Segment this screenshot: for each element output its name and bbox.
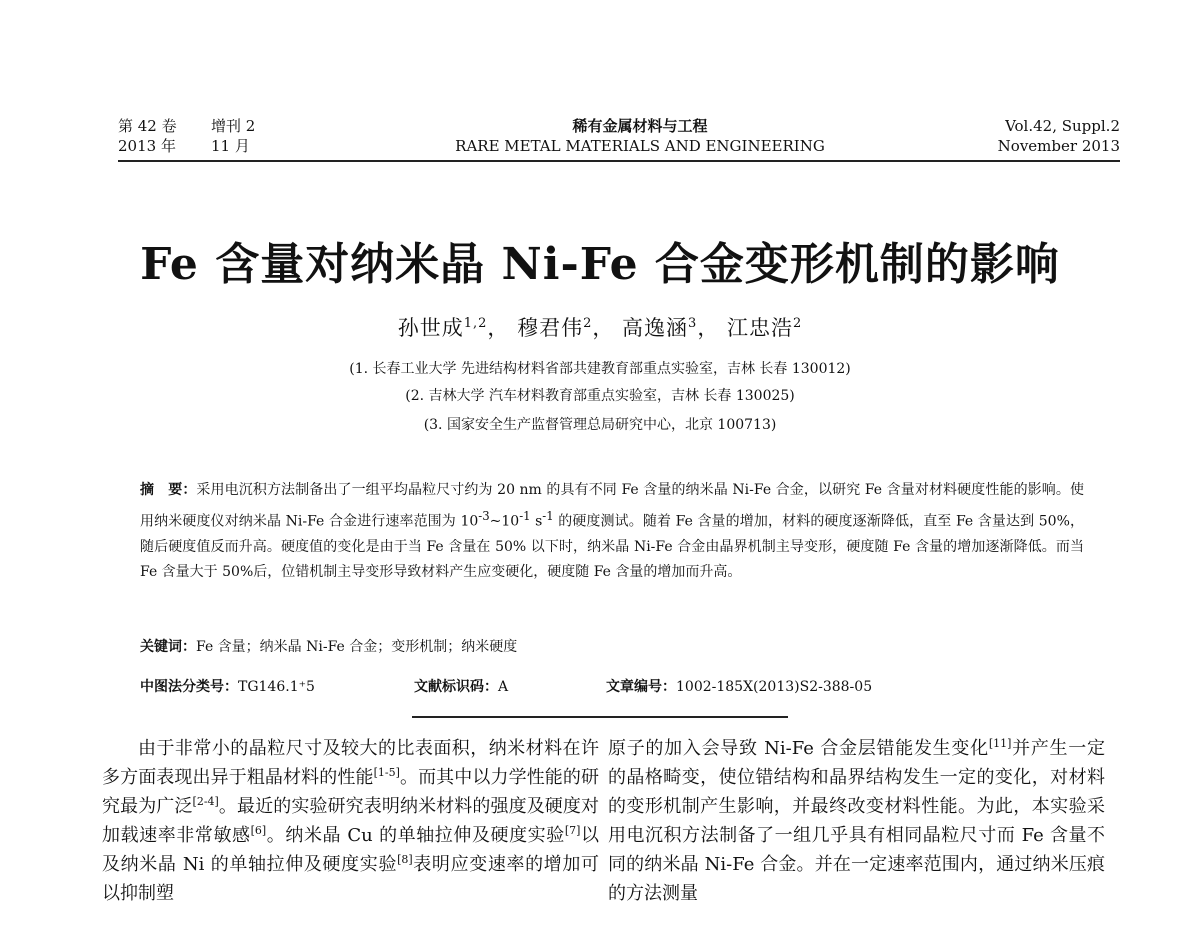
body-paragraph: [608, 734, 1105, 908]
paper-title: Fe 含量对纳米晶 Ni-Fe 合金变形机制的影响: [140, 239, 1060, 290]
author-affil-mark: 3: [688, 316, 698, 331]
body-text: 以及纳米晶 Ni 的单轴拉伸及硬度实验: [102, 825, 600, 875]
header-month: 11 月: [211, 137, 250, 155]
journal-title-cn: 稀有金属材料与工程: [572, 117, 708, 135]
citation: [2-4]: [192, 795, 219, 808]
affiliation-2: (2. 吉林大学 汽车材料教育部重点实验室，吉林 长春 130025): [405, 388, 795, 404]
body-text: 。最近的实验研究表明纳米材料的强度及硬度对加载速率非常敏感: [102, 796, 600, 846]
author-affil-mark: 1,2: [463, 316, 488, 331]
author-name: 孙世成: [397, 316, 464, 340]
header-journal-block: [400, 116, 880, 156]
abstract-text: ~10: [489, 513, 520, 530]
header-year: 2013 年: [118, 137, 176, 155]
body-text: 由于非常小的晶粒尺寸及较大的比表面积，纳米材料在许多方面表现出异于粗晶材料的性能: [102, 738, 599, 788]
author-list: [0, 312, 1200, 342]
journal-title-en: RARE METAL MATERIALS AND ENGINEERING: [455, 137, 825, 155]
header-date-en: November 2013: [997, 137, 1120, 155]
citation: [8]: [397, 853, 413, 866]
author-name: 高逸涵: [622, 316, 689, 340]
citation: [6]: [250, 824, 267, 837]
body-paragraph: [102, 734, 599, 908]
author-separator: ，: [697, 316, 720, 340]
header-vol-en: Vol.42, Suppl.2: [1005, 117, 1120, 135]
abstract-text: 的硬度测试。随着 Fe 含量的增加，材料的硬度逐渐降低，直至 Fe 含量达到 50%，随后硬度值反而升高。硬度值的变化是由于当 Fe 含量在 50% 以下时，纳米晶 Ni-Fe 合金由晶界机制主导变形，硬度随 Fe 含量的增加逐渐降低。而当 Fe 含量大于 50%后，位错机制主导变形导致材料产生应变硬化，硬度随 Fe 含量的增加而升高。: [140, 513, 1084, 581]
keywords-label: 关键词：: [140, 639, 196, 655]
article-number-label: 文章编号：: [606, 679, 676, 695]
clc-value: TG146.1⁺5: [238, 679, 315, 695]
doc-code-value: A: [498, 679, 509, 695]
clc-number: [140, 676, 315, 696]
author-affil-mark: 2: [793, 316, 803, 331]
author-separator: ，: [592, 316, 615, 340]
affiliation-3: (3. 国家安全生产监督管理总局研究中心，北京 100713): [423, 417, 777, 433]
body-text: 表明应变速率的增加可以抑制塑: [102, 854, 599, 904]
author-name: 江忠浩: [727, 316, 794, 340]
body-text: 。而其中以力学性能的研究最为广泛: [102, 767, 600, 817]
abstract-text: 采用电沉积方法制备出了一组平均晶粒尺寸约为 20 nm 的具有不同 Fe 含量的纳米晶 Ni-Fe 合金，以研究 Fe 含量对材料硬度性能的影响。使用纳米硬度仪对纳米晶 Ni-Fe 合金进行速率范围为 10: [140, 482, 1084, 530]
clc-label: 中图法分类号：: [140, 679, 238, 695]
header-issue-block: [930, 116, 1120, 156]
author-separator: ，: [487, 316, 510, 340]
body-column-right: [608, 734, 1105, 908]
keywords: [140, 636, 1084, 656]
header-rule: [118, 160, 1120, 162]
header-volume-block: [118, 116, 255, 156]
body-text: 并产生一定的晶格畸变，使位错结构和晶界结构发生一定的变化，对材料的变形机制产生影响，并最终改变材料性能。为此，本实验采用电沉积方法制备了一组几乎具有相同晶粒尺寸而 Fe 含量不同的纳米晶 Ni-Fe 合金。并在一定速率范围内，通过纳米压痕的方法测量: [608, 738, 1105, 904]
body-text: 原子的加入会导致 Ni-Fe 合金层错能发生变化: [608, 738, 989, 759]
doc-code-label: 文献标识码：: [414, 679, 498, 695]
abstract-exponent: -1: [519, 508, 531, 523]
abstract-label: 摘 要：: [140, 482, 197, 498]
article-number: [606, 676, 872, 696]
header-issue: 增刊 2: [211, 117, 256, 135]
abstract-text: s: [530, 513, 543, 530]
abstract: [140, 478, 1084, 586]
author-name: 穆君伟: [517, 316, 584, 340]
body-text: 。纳米晶 Cu 的单轴拉伸及硬度实验: [266, 825, 565, 846]
abstract-exponent: -3: [478, 508, 490, 523]
document-code: [414, 676, 508, 696]
article-number-value: 1002-185X(2013)S2-388-05: [676, 679, 873, 695]
body-column-left: [102, 734, 599, 908]
abstract-exponent: -1: [542, 508, 554, 523]
author-affil-mark: 2: [583, 316, 593, 331]
section-divider: [412, 716, 788, 718]
keywords-text: Fe 含量；纳米晶 Ni-Fe 合金；变形机制；纳米硬度: [196, 639, 518, 655]
affiliation-1: (1. 长春工业大学 先进结构材料省部共建教育部重点实验室，吉林 长春 130012): [349, 361, 851, 377]
citation: [11]: [988, 737, 1012, 750]
header-volume: 第 42 卷: [118, 117, 177, 135]
citation: [1-5]: [373, 766, 400, 779]
citation: [7]: [564, 824, 581, 837]
